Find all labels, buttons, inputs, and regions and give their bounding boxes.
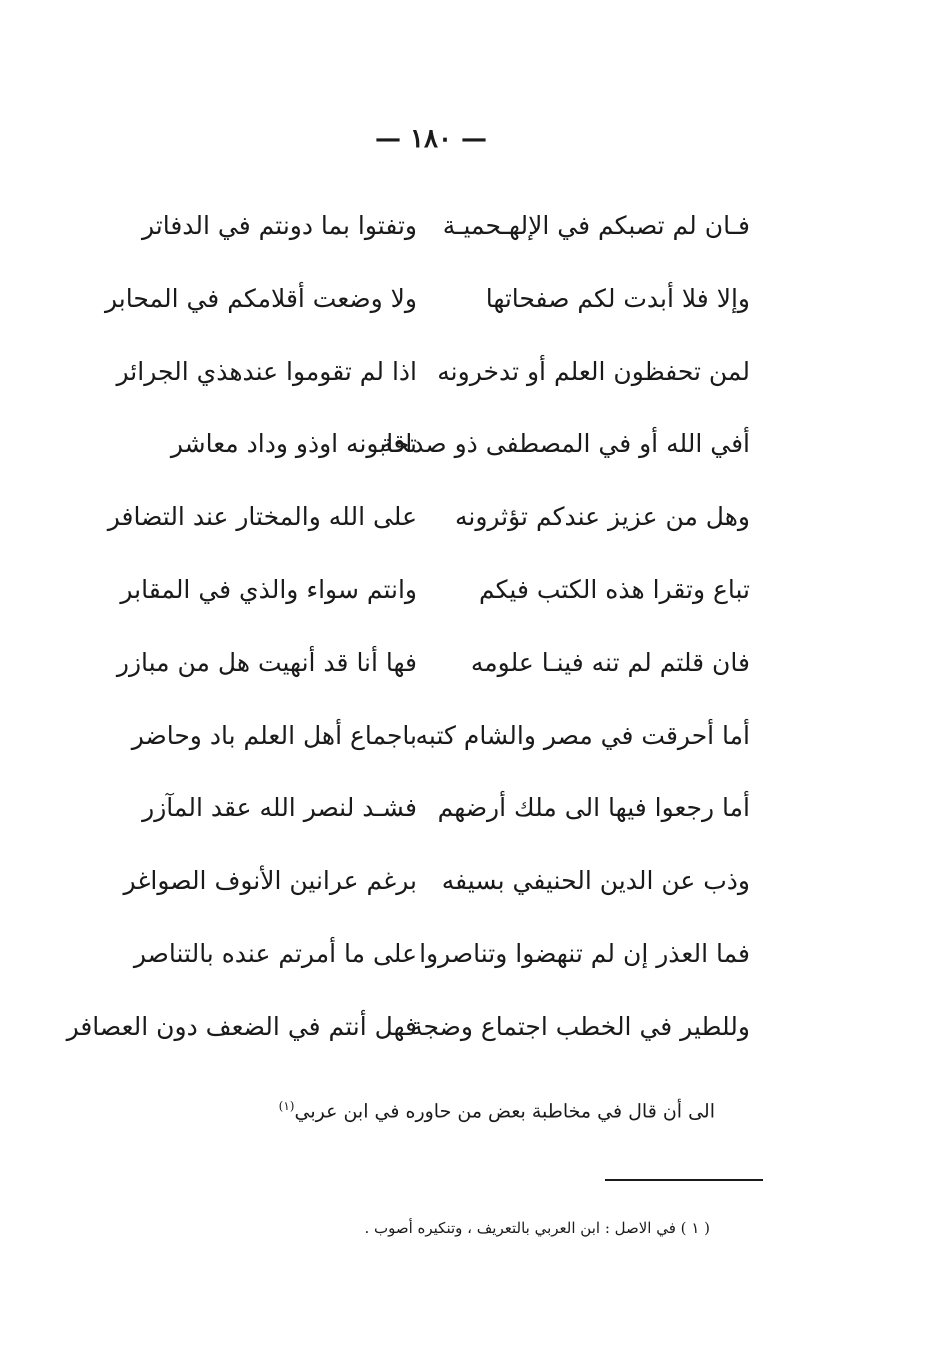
verse-first-hemistich: وللطير في الخطب اجتماع وضجة	[410, 1011, 750, 1041]
poem	[0, 200, 925, 1074]
verse-second-hemistich: وانتم سواء والذي في المقابر	[120, 574, 417, 604]
verse-second-hemistich: فهل أنتم في الضعف دون العصافر	[66, 1011, 417, 1041]
verse-second-hemistich: تحابونه اوذو وداد معاشر	[170, 429, 417, 459]
verse-first-hemistich: لمن تحفظون العلم أو تدخرونه	[437, 356, 750, 386]
verse	[0, 564, 925, 637]
verse-first-hemistich: وهل من عزيز عندكم تؤثرونه	[454, 502, 750, 532]
footnote-divider	[605, 1179, 763, 1181]
footnote: ( ١ ) في الاصل : ابن العربي بالتعريف ، وتنكيره أصوب .	[364, 1219, 710, 1237]
verse	[0, 346, 925, 419]
verse-first-hemistich: تباع وتقرا هذه الكتب فيكم	[478, 574, 750, 604]
verse-second-hemistich: باجماع أهل العلم باد وحاضر	[131, 720, 417, 750]
verse-second-hemistich: فشـد لنصر الله عقد المآزر	[142, 793, 417, 823]
verse-second-hemistich: اذا لم تقوموا عندهذي الجرائر	[116, 356, 417, 386]
verse-first-hemistich: أفي الله أو في المصطفى ذو صداقة	[379, 429, 750, 459]
verse-first-hemistich: فما العذر إن لم تنهضوا وتناصروا	[419, 938, 750, 968]
verse-second-hemistich: فها أنا قد أنهيت هل من مبازر	[116, 647, 417, 677]
page-number: — ١٨٠ —	[374, 124, 488, 154]
verse	[0, 491, 925, 564]
verse-second-hemistich: برغم عرانين الأنوف الصواغر	[123, 866, 417, 896]
verse-second-hemistich: وتفتوا بما دونتم في الدفاتر	[141, 211, 417, 240]
verse	[0, 1001, 925, 1074]
verse	[0, 637, 925, 710]
verse-first-hemistich: أما أحرقت في مصر والشام كتبه	[415, 720, 750, 750]
verse	[0, 418, 925, 491]
verse-first-hemistich: فـان لم تصبكم في الإلهـحميـة	[442, 211, 750, 240]
verse	[0, 273, 925, 346]
verse-first-hemistich: أما رجعوا فيها الى ملك أرضهم	[437, 793, 750, 823]
verse	[0, 782, 925, 855]
transition-text: الى أن قال في مخاطبة بعض من حاوره في ابن عربي	[294, 1100, 715, 1123]
verse	[0, 928, 925, 1001]
verse	[0, 710, 925, 783]
verse-second-hemistich: على ما أمرتم عنده بالتناصر	[133, 938, 417, 968]
verse-first-hemistich: وذب عن الدين الحنيفي بسيفه	[441, 866, 750, 896]
verse	[0, 200, 925, 273]
verse-second-hemistich: ولا وضعت أقلامكم في المحابر	[105, 283, 417, 313]
verse-first-hemistich: وإلا فلا أبدت لكم صفحاتها	[485, 283, 750, 313]
footnote-marker: (١)	[278, 1099, 295, 1113]
verse	[0, 855, 925, 928]
transition-line	[195, 1088, 715, 1129]
verse-first-hemistich: فان قلتم لم تنه فينـا علومه	[470, 647, 750, 677]
verse-second-hemistich: على الله والمختار عند التضافر	[107, 502, 417, 532]
